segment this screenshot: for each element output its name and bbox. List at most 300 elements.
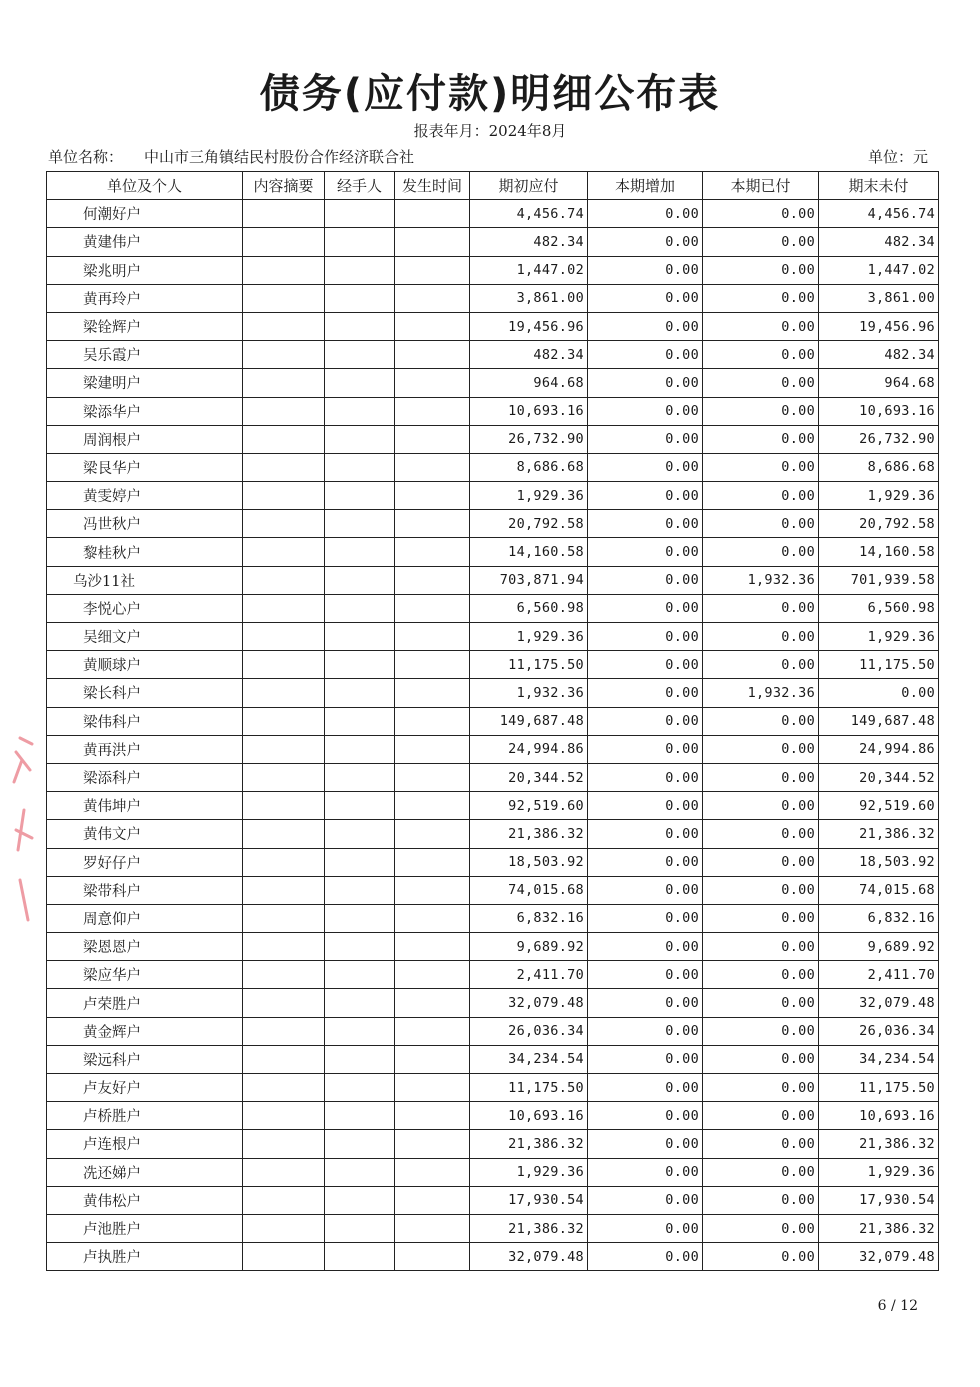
row-date-cell (395, 510, 470, 538)
row-paid-cell: 0.00 (703, 284, 819, 312)
row-handler-cell (325, 566, 395, 594)
row-date-cell (395, 1017, 470, 1045)
row-closing-cell: 0.00 (819, 679, 939, 707)
row-name-cell: 黎桂秋户 (47, 538, 243, 566)
row-closing-cell: 14,160.58 (819, 538, 939, 566)
row-opening-cell: 10,693.16 (470, 397, 588, 425)
row-opening-cell: 24,994.86 (470, 735, 588, 763)
row-increase-cell: 0.00 (588, 482, 703, 510)
row-summary-cell (243, 707, 325, 735)
column-header: 经手人 (325, 172, 395, 200)
column-header: 单位及个人 (47, 172, 243, 200)
unit-name-value: 中山市三角镇结民村股份合作经济联合社 (144, 148, 415, 166)
table-row (47, 1045, 939, 1073)
row-opening-cell: 21,386.32 (470, 1130, 588, 1158)
row-name-cell: 梁带科户 (47, 876, 243, 904)
row-handler-cell (325, 312, 395, 340)
table-row (47, 989, 939, 1017)
row-name-cell: 黄伟松户 (47, 1186, 243, 1214)
row-closing-cell: 6,560.98 (819, 594, 939, 622)
row-date-cell (395, 707, 470, 735)
row-summary-cell (243, 594, 325, 622)
row-closing-cell: 24,994.86 (819, 735, 939, 763)
row-name-cell: 乌沙11社 (47, 566, 243, 594)
row-paid-cell: 0.00 (703, 1017, 819, 1045)
row-name-cell: 梁恩恩户 (47, 933, 243, 961)
row-handler-cell (325, 735, 395, 763)
row-name-cell: 吴细文户 (47, 623, 243, 651)
row-summary-cell (243, 482, 325, 510)
row-paid-cell: 0.00 (703, 876, 819, 904)
row-paid-cell: 0.00 (703, 341, 819, 369)
row-name-cell: 卢连根户 (47, 1130, 243, 1158)
row-date-cell (395, 594, 470, 622)
row-increase-cell: 0.00 (588, 228, 703, 256)
table-row (47, 228, 939, 256)
row-closing-cell: 1,929.36 (819, 1158, 939, 1186)
row-name-cell: 梁添科户 (47, 763, 243, 791)
column-header: 内容摘要 (243, 172, 325, 200)
row-closing-cell: 964.68 (819, 369, 939, 397)
row-increase-cell: 0.00 (588, 397, 703, 425)
row-handler-cell (325, 679, 395, 707)
row-paid-cell: 0.00 (703, 820, 819, 848)
row-increase-cell: 0.00 (588, 1158, 703, 1186)
table-row (47, 453, 939, 481)
row-handler-cell (325, 1017, 395, 1045)
row-paid-cell: 0.00 (703, 1214, 819, 1242)
row-paid-cell: 0.00 (703, 256, 819, 284)
row-name-cell: 梁建明户 (47, 369, 243, 397)
row-paid-cell: 0.00 (703, 594, 819, 622)
table-row (47, 763, 939, 791)
row-paid-cell: 1,932.36 (703, 679, 819, 707)
row-increase-cell: 0.00 (588, 566, 703, 594)
row-summary-cell (243, 312, 325, 340)
table-row (47, 679, 939, 707)
row-paid-cell: 0.00 (703, 707, 819, 735)
row-increase-cell: 0.00 (588, 538, 703, 566)
row-handler-cell (325, 792, 395, 820)
row-summary-cell (243, 566, 325, 594)
row-opening-cell: 6,832.16 (470, 904, 588, 932)
row-date-cell (395, 1074, 470, 1102)
row-opening-cell: 11,175.50 (470, 1074, 588, 1102)
table-header-row (47, 172, 939, 200)
row-date-cell (395, 848, 470, 876)
table-row (47, 623, 939, 651)
row-increase-cell: 0.00 (588, 341, 703, 369)
row-closing-cell: 10,693.16 (819, 397, 939, 425)
row-increase-cell: 0.00 (588, 989, 703, 1017)
row-date-cell (395, 538, 470, 566)
row-name-cell: 卢池胜户 (47, 1214, 243, 1242)
row-summary-cell (243, 1017, 325, 1045)
row-closing-cell: 482.34 (819, 341, 939, 369)
row-date-cell (395, 735, 470, 763)
row-name-cell: 梁艮华户 (47, 453, 243, 481)
row-date-cell (395, 1158, 470, 1186)
row-name-cell: 卢友好户 (47, 1074, 243, 1102)
column-header: 期初应付 (470, 172, 588, 200)
row-closing-cell: 20,344.52 (819, 763, 939, 791)
row-summary-cell (243, 623, 325, 651)
row-closing-cell: 3,861.00 (819, 284, 939, 312)
row-increase-cell: 0.00 (588, 312, 703, 340)
row-date-cell (395, 763, 470, 791)
row-paid-cell: 0.00 (703, 848, 819, 876)
row-opening-cell: 74,015.68 (470, 876, 588, 904)
table-row (47, 594, 939, 622)
row-handler-cell (325, 989, 395, 1017)
row-paid-cell: 0.00 (703, 933, 819, 961)
table-row (47, 904, 939, 932)
row-date-cell (395, 1186, 470, 1214)
row-date-cell (395, 1243, 470, 1271)
table-row (47, 1130, 939, 1158)
row-handler-cell (325, 1186, 395, 1214)
row-summary-cell (243, 679, 325, 707)
row-opening-cell: 18,503.92 (470, 848, 588, 876)
table-row (47, 933, 939, 961)
row-date-cell (395, 933, 470, 961)
row-handler-cell (325, 200, 395, 228)
row-increase-cell: 0.00 (588, 1243, 703, 1271)
row-date-cell (395, 482, 470, 510)
row-summary-cell (243, 904, 325, 932)
row-date-cell (395, 256, 470, 284)
row-increase-cell: 0.00 (588, 1017, 703, 1045)
table-row (47, 425, 939, 453)
row-summary-cell (243, 651, 325, 679)
table-row (47, 1214, 939, 1242)
page-number: 6 / 12 (877, 1298, 918, 1314)
row-date-cell (395, 1130, 470, 1158)
report-period: 报表年月：2024年8月 (413, 122, 567, 140)
row-paid-cell: 0.00 (703, 312, 819, 340)
page-title: 债务(应付款)明细公布表 (259, 71, 721, 117)
row-paid-cell: 0.00 (703, 904, 819, 932)
row-closing-cell: 34,234.54 (819, 1045, 939, 1073)
row-opening-cell: 9,689.92 (470, 933, 588, 961)
row-date-cell (395, 904, 470, 932)
row-closing-cell: 1,929.36 (819, 623, 939, 651)
row-summary-cell (243, 1074, 325, 1102)
row-increase-cell: 0.00 (588, 735, 703, 763)
row-summary-cell (243, 369, 325, 397)
table-row (47, 312, 939, 340)
row-paid-cell: 0.00 (703, 538, 819, 566)
row-opening-cell: 1,929.36 (470, 1158, 588, 1186)
table-row (47, 256, 939, 284)
row-opening-cell: 1,929.36 (470, 482, 588, 510)
row-paid-cell: 0.00 (703, 1074, 819, 1102)
row-handler-cell (325, 256, 395, 284)
row-name-cell: 黄伟坤户 (47, 792, 243, 820)
row-paid-cell: 0.00 (703, 1102, 819, 1130)
row-date-cell (395, 1102, 470, 1130)
row-closing-cell: 17,930.54 (819, 1186, 939, 1214)
row-opening-cell: 26,732.90 (470, 425, 588, 453)
unit-info-row (48, 146, 928, 168)
row-paid-cell: 0.00 (703, 792, 819, 820)
row-handler-cell (325, 453, 395, 481)
table-row (47, 1017, 939, 1045)
row-date-cell (395, 1045, 470, 1073)
column-header: 本期增加 (588, 172, 703, 200)
row-handler-cell (325, 623, 395, 651)
row-opening-cell: 1,929.36 (470, 623, 588, 651)
row-increase-cell: 0.00 (588, 594, 703, 622)
currency-unit: 单位：元 (867, 148, 928, 166)
row-increase-cell: 0.00 (588, 763, 703, 791)
row-date-cell (395, 425, 470, 453)
row-opening-cell: 703,871.94 (470, 566, 588, 594)
row-summary-cell (243, 1158, 325, 1186)
row-summary-cell (243, 256, 325, 284)
row-paid-cell: 0.00 (703, 1158, 819, 1186)
row-closing-cell: 92,519.60 (819, 792, 939, 820)
table-body (47, 200, 939, 1271)
row-increase-cell: 0.00 (588, 256, 703, 284)
row-summary-cell (243, 341, 325, 369)
table-row (47, 1102, 939, 1130)
row-handler-cell (325, 1130, 395, 1158)
row-name-cell: 梁伟科户 (47, 707, 243, 735)
row-opening-cell: 21,386.32 (470, 820, 588, 848)
row-summary-cell (243, 735, 325, 763)
row-paid-cell: 0.00 (703, 1130, 819, 1158)
row-handler-cell (325, 510, 395, 538)
row-increase-cell: 0.00 (588, 679, 703, 707)
row-closing-cell: 32,079.48 (819, 989, 939, 1017)
row-increase-cell: 0.00 (588, 961, 703, 989)
row-closing-cell: 9,689.92 (819, 933, 939, 961)
row-increase-cell: 0.00 (588, 1214, 703, 1242)
row-summary-cell (243, 1214, 325, 1242)
row-closing-cell: 32,079.48 (819, 1243, 939, 1271)
row-opening-cell: 20,792.58 (470, 510, 588, 538)
row-name-cell: 李悦心户 (47, 594, 243, 622)
row-summary-cell (243, 1102, 325, 1130)
row-date-cell (395, 1214, 470, 1242)
row-summary-cell (243, 961, 325, 989)
table-row (47, 820, 939, 848)
payables-table (46, 171, 939, 1271)
row-handler-cell (325, 904, 395, 932)
row-paid-cell: 0.00 (703, 453, 819, 481)
row-date-cell (395, 989, 470, 1017)
row-increase-cell: 0.00 (588, 510, 703, 538)
row-paid-cell: 0.00 (703, 1045, 819, 1073)
row-summary-cell (243, 763, 325, 791)
row-increase-cell: 0.00 (588, 792, 703, 820)
row-name-cell: 梁铨辉户 (47, 312, 243, 340)
row-name-cell: 黄雯婷户 (47, 482, 243, 510)
row-opening-cell: 149,687.48 (470, 707, 588, 735)
row-name-cell: 罗好仔户 (47, 848, 243, 876)
row-closing-cell: 74,015.68 (819, 876, 939, 904)
table-row (47, 510, 939, 538)
row-handler-cell (325, 1045, 395, 1073)
column-header: 发生时间 (395, 172, 470, 200)
row-handler-cell (325, 1074, 395, 1102)
row-name-cell: 梁添华户 (47, 397, 243, 425)
row-handler-cell (325, 876, 395, 904)
table-row (47, 341, 939, 369)
row-date-cell (395, 876, 470, 904)
row-opening-cell: 17,930.54 (470, 1186, 588, 1214)
row-handler-cell (325, 933, 395, 961)
row-date-cell (395, 453, 470, 481)
row-opening-cell: 26,036.34 (470, 1017, 588, 1045)
row-name-cell: 黄金辉户 (47, 1017, 243, 1045)
row-name-cell: 黄再玲户 (47, 284, 243, 312)
row-paid-cell: 0.00 (703, 510, 819, 538)
table-row (47, 961, 939, 989)
row-summary-cell (243, 510, 325, 538)
row-name-cell: 周意仰户 (47, 904, 243, 932)
row-closing-cell: 21,386.32 (819, 820, 939, 848)
table-row (47, 651, 939, 679)
row-opening-cell: 964.68 (470, 369, 588, 397)
row-name-cell: 冼还娣户 (47, 1158, 243, 1186)
row-closing-cell: 18,503.92 (819, 848, 939, 876)
row-summary-cell (243, 1130, 325, 1158)
row-summary-cell (243, 1243, 325, 1271)
row-increase-cell: 0.00 (588, 848, 703, 876)
row-paid-cell: 0.00 (703, 425, 819, 453)
row-name-cell: 黄建伟户 (47, 228, 243, 256)
row-summary-cell (243, 200, 325, 228)
row-handler-cell (325, 651, 395, 679)
row-date-cell (395, 369, 470, 397)
row-increase-cell: 0.00 (588, 933, 703, 961)
table-row (47, 369, 939, 397)
row-increase-cell: 0.00 (588, 1102, 703, 1130)
row-date-cell (395, 961, 470, 989)
row-date-cell (395, 228, 470, 256)
row-closing-cell: 26,732.90 (819, 425, 939, 453)
row-date-cell (395, 341, 470, 369)
row-date-cell (395, 397, 470, 425)
row-summary-cell (243, 538, 325, 566)
row-summary-cell (243, 792, 325, 820)
row-closing-cell: 11,175.50 (819, 1074, 939, 1102)
row-date-cell (395, 679, 470, 707)
table-row (47, 876, 939, 904)
row-paid-cell: 0.00 (703, 200, 819, 228)
row-date-cell (395, 566, 470, 594)
row-opening-cell: 32,079.48 (470, 1243, 588, 1271)
row-paid-cell: 0.00 (703, 763, 819, 791)
row-date-cell (395, 312, 470, 340)
row-closing-cell: 1,929.36 (819, 482, 939, 510)
row-opening-cell: 1,932.36 (470, 679, 588, 707)
row-increase-cell: 0.00 (588, 876, 703, 904)
row-closing-cell: 2,411.70 (819, 961, 939, 989)
row-closing-cell: 21,386.32 (819, 1130, 939, 1158)
row-closing-cell: 20,792.58 (819, 510, 939, 538)
row-increase-cell: 0.00 (588, 820, 703, 848)
row-handler-cell (325, 707, 395, 735)
row-paid-cell: 0.00 (703, 961, 819, 989)
row-increase-cell: 0.00 (588, 425, 703, 453)
row-handler-cell (325, 1243, 395, 1271)
row-opening-cell: 1,447.02 (470, 256, 588, 284)
unit-name-label: 单位名称： (48, 148, 124, 166)
row-opening-cell: 14,160.58 (470, 538, 588, 566)
row-paid-cell: 0.00 (703, 482, 819, 510)
row-name-cell: 卢荣胜户 (47, 989, 243, 1017)
row-increase-cell: 0.00 (588, 369, 703, 397)
row-paid-cell: 0.00 (703, 1186, 819, 1214)
row-paid-cell: 0.00 (703, 228, 819, 256)
row-increase-cell: 0.00 (588, 707, 703, 735)
row-increase-cell: 0.00 (588, 651, 703, 679)
row-closing-cell: 10,693.16 (819, 1102, 939, 1130)
row-closing-cell: 19,456.96 (819, 312, 939, 340)
row-name-cell: 吴乐霞户 (47, 341, 243, 369)
row-summary-cell (243, 933, 325, 961)
row-date-cell (395, 792, 470, 820)
row-opening-cell: 10,693.16 (470, 1102, 588, 1130)
row-handler-cell (325, 848, 395, 876)
row-name-cell: 梁兆明户 (47, 256, 243, 284)
row-opening-cell: 3,861.00 (470, 284, 588, 312)
row-summary-cell (243, 284, 325, 312)
row-paid-cell: 0.00 (703, 989, 819, 1017)
row-date-cell (395, 820, 470, 848)
table-row (47, 284, 939, 312)
row-increase-cell: 0.00 (588, 1130, 703, 1158)
column-header: 本期已付 (703, 172, 819, 200)
row-opening-cell: 4,456.74 (470, 200, 588, 228)
row-handler-cell (325, 1102, 395, 1130)
table-row (47, 792, 939, 820)
row-closing-cell: 482.34 (819, 228, 939, 256)
row-paid-cell: 0.00 (703, 1243, 819, 1271)
table-row (47, 848, 939, 876)
row-increase-cell: 0.00 (588, 1074, 703, 1102)
row-paid-cell: 0.00 (703, 397, 819, 425)
row-handler-cell (325, 482, 395, 510)
row-name-cell: 黄伟文户 (47, 820, 243, 848)
table-row (47, 566, 939, 594)
row-opening-cell: 20,344.52 (470, 763, 588, 791)
row-opening-cell: 482.34 (470, 341, 588, 369)
row-increase-cell: 0.00 (588, 1186, 703, 1214)
row-handler-cell (325, 961, 395, 989)
row-summary-cell (243, 1186, 325, 1214)
row-handler-cell (325, 284, 395, 312)
row-increase-cell: 0.00 (588, 200, 703, 228)
row-closing-cell: 4,456.74 (819, 200, 939, 228)
row-name-cell: 卢桥胜户 (47, 1102, 243, 1130)
row-paid-cell: 0.00 (703, 735, 819, 763)
column-header: 期末未付 (819, 172, 939, 200)
table-row (47, 735, 939, 763)
row-opening-cell: 2,411.70 (470, 961, 588, 989)
table-row (47, 482, 939, 510)
row-date-cell (395, 623, 470, 651)
row-handler-cell (325, 369, 395, 397)
row-handler-cell (325, 1158, 395, 1186)
row-opening-cell: 6,560.98 (470, 594, 588, 622)
table-row (47, 1243, 939, 1271)
row-summary-cell (243, 228, 325, 256)
row-opening-cell: 11,175.50 (470, 651, 588, 679)
